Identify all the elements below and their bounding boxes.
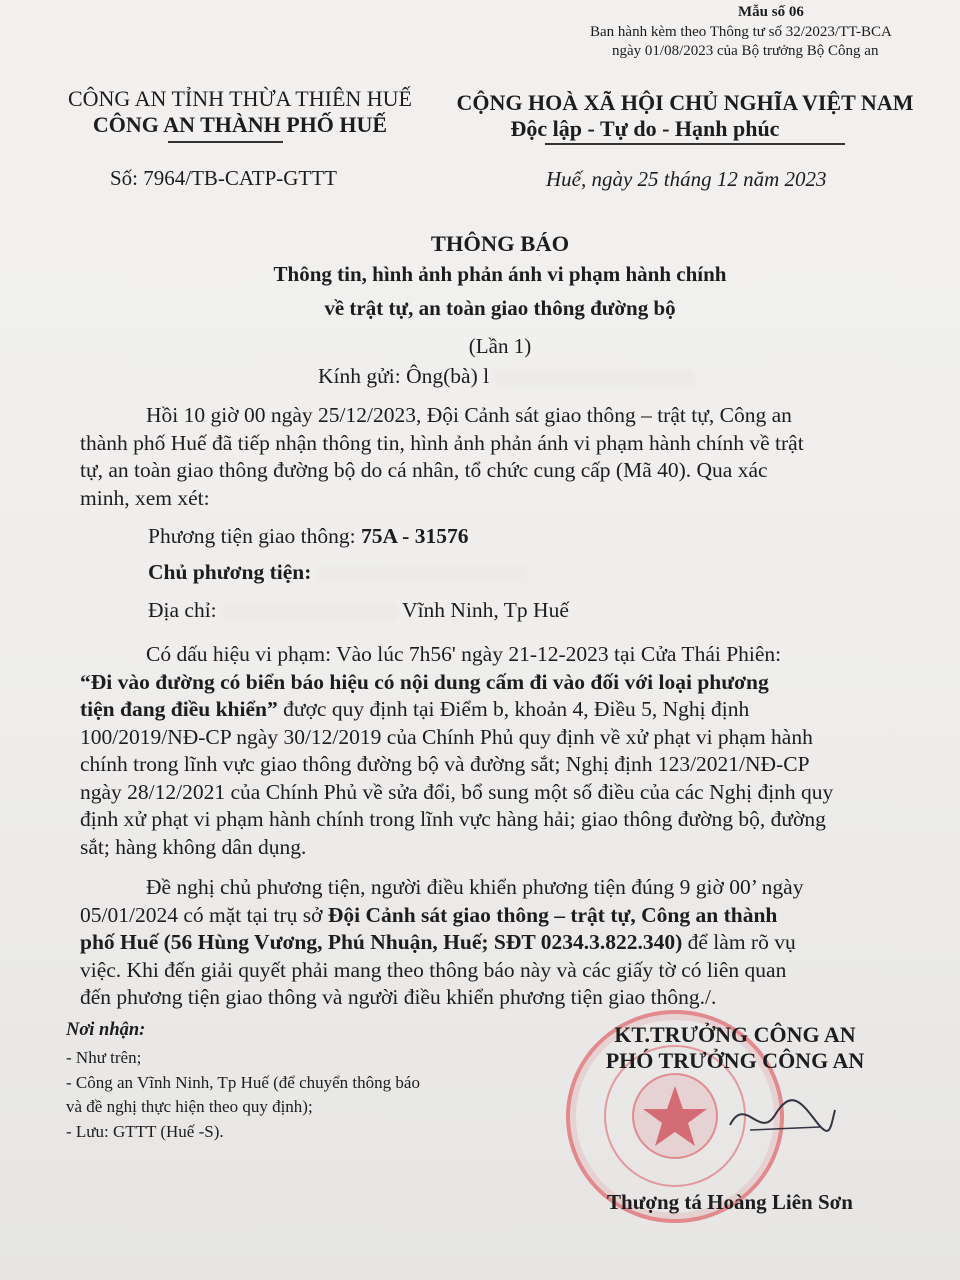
violation-line: chính trong lĩnh vực giao thông đường bộ và đường sắt; Nghị định 123/2021/NĐ-CP xyxy=(80,752,810,776)
request-emphasis: phố Huế (56 Hùng Vương, Phú Nhuận, Huế; SĐT 0234.3.822.340) xyxy=(80,930,683,954)
agency-underline xyxy=(168,141,283,143)
violation-paragraph xyxy=(80,641,903,861)
request-line: việc. Khi đến giải quyết phải mang theo thông báo này và các giấy tờ có liên quan xyxy=(80,957,787,982)
address-label: Địa chỉ: xyxy=(148,598,217,622)
license-plate: 75A - 31576 xyxy=(360,524,469,548)
document-subtitle-2: về trật tự, an toàn giao thông đường bộ xyxy=(324,296,676,320)
greeting-label: Kính gửi: Ông(bà) l xyxy=(318,364,490,388)
request-line: Đề nghị chủ phương tiện, người điều khiển phương tiện đúng 9 giờ 00’ ngày xyxy=(146,875,804,899)
form-reference-line2: ngày 01/08/2023 của Bộ trưởng Bộ Công an xyxy=(612,43,879,59)
recipient-item: - Lưu: GTTT (Huế -S). xyxy=(66,1122,224,1141)
violation-text: được quy định tại Điểm b, khoản 4, Điều 5, Nghị định xyxy=(277,697,750,721)
redacted-name xyxy=(494,369,694,387)
recipients-heading: Nơi nhận: xyxy=(66,1020,146,1040)
address-field xyxy=(148,598,569,623)
signer-name: Thượng tá Hoàng Liên Sơn xyxy=(607,1190,853,1214)
request-line: đến phương tiện giao thông và người điều khiển phương tiện giao thông./. xyxy=(80,985,717,1009)
greeting xyxy=(318,364,694,389)
intro-line: tự, an toàn giao thông đường bộ do cá nhân, tổ chức cung cấp (Mã 40). Qua xác xyxy=(80,458,768,482)
agency-name: CÔNG AN THÀNH PHỐ HUẾ xyxy=(92,112,388,137)
violation-line xyxy=(80,696,903,724)
request-emphasis: Đội Cảnh sát giao thông – trật tự, Công an thành xyxy=(327,902,778,927)
intro-paragraph xyxy=(80,402,903,512)
violation-line: Có dấu hiệu vi phạm: Vào lúc 7h56' ngày 21-12-2023 tại Cửa Thái Phiên: xyxy=(146,642,782,666)
intro-line: minh, xem xét: xyxy=(80,485,210,510)
signer-title-2: PHÓ TRƯỞNG CÔNG AN xyxy=(605,1048,865,1073)
violation-line: 100/2019/NĐ-CP ngày 30/12/2019 của Chính Phủ quy định về xử phạt vi phạm hành xyxy=(80,724,813,749)
recipient-item: - Như trên; xyxy=(66,1048,142,1067)
violation-line: “Đi vào đường có biển báo hiệu có nội dung cấm đi vào đối với loại phương xyxy=(80,669,769,694)
document-number: Số: 7964/TB-CATP-GTTT xyxy=(110,166,337,190)
request-line xyxy=(80,902,903,930)
violation-emphasis: tiện đang điều khiển” xyxy=(80,697,278,721)
national-motto: Độc lập - Tự do - Hạnh phúc xyxy=(510,116,780,141)
signer-title-1: KT.TRƯỞNG CÔNG AN xyxy=(614,1022,856,1047)
agency-parent: CÔNG AN TỈNH THỪA THIÊN HUẾ xyxy=(67,86,412,111)
handwritten-signature xyxy=(720,1085,840,1145)
intro-line: thành phố Huế đã tiếp nhận thông tin, hình ảnh phản ánh vi phạm hành chính về trật xyxy=(80,430,804,455)
intro-line: Hồi 10 giờ 00 ngày 25/12/2023, Đội Cảnh sát giao thông – trật tự, Công an xyxy=(146,403,792,427)
vehicle-field xyxy=(148,524,468,549)
violation-line: sắt; hàng không dân dụng. xyxy=(80,834,307,859)
violation-line: ngày 28/12/2021 của Chính Phủ về sửa đổi, bổ sung một số điều của các Nghị định quy xyxy=(80,779,834,804)
document-subtitle-1: Thông tin, hình ảnh phản ánh vi phạm hành chính xyxy=(273,262,727,286)
document-title: THÔNG BÁO xyxy=(430,231,570,256)
request-line xyxy=(80,929,903,957)
vehicle-label: Phương tiện giao thông: xyxy=(148,524,361,548)
motto-underline xyxy=(545,143,845,145)
form-number: Mẫu số 06 xyxy=(738,4,804,20)
recipient-item: - Công an Vĩnh Ninh, Tp Huế (để chuyển thông báo xyxy=(66,1073,420,1092)
redacted-address xyxy=(222,603,397,621)
request-text: để làm rõ vụ xyxy=(682,930,796,954)
place-date: Huế, ngày 25 tháng 12 năm 2023 xyxy=(546,167,827,191)
form-reference-line1: Ban hành kèm theo Thông tư số 32/2023/TT-BCA xyxy=(590,24,892,40)
recipient-item: và đề nghị thực hiện theo quy định); xyxy=(66,1097,313,1116)
violation-line: định xử phạt vi phạm hành chính trong lĩnh vực hàng hải; giao thông đường bộ, đường xyxy=(80,807,826,831)
owner-label: Chủ phương tiện: xyxy=(148,560,317,584)
redacted-owner xyxy=(317,565,527,583)
address-value: Vĩnh Ninh, Tp Huế xyxy=(402,598,569,622)
country-name: CỘNG HOÀ XÃ HỘI CHỦ NGHĨA VIỆT NAM xyxy=(456,90,914,115)
request-paragraph xyxy=(80,874,903,1012)
owner-field xyxy=(148,560,527,585)
request-text: 05/01/2024 có mặt tại trụ sở xyxy=(80,902,328,927)
notice-round: (Lần 1) xyxy=(468,334,532,358)
